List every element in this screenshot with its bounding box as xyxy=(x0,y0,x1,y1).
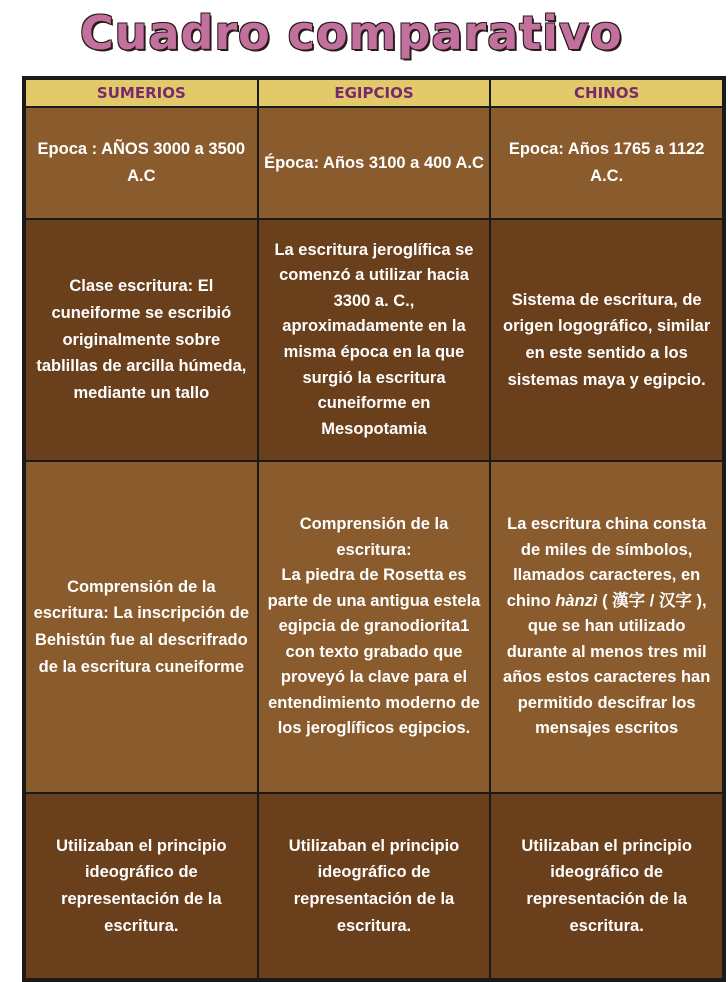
cell-sumerios-epoca: Epoca : AÑOS 3000 a 3500 A.C xyxy=(26,108,257,218)
chinos-hanzi-chars: ( 漢字 / 汉字 ), xyxy=(602,591,707,610)
cell-egipcios-epoca: Época: Años 3100 a 400 A.C xyxy=(259,108,490,218)
cell-sumerios-comprension: Comprensión de la escritura: La inscripción de Behistún fue al descrifrado de la escritura cuneiforme xyxy=(26,462,257,792)
cell-egipcios-escritura: La escritura jeroglífica se comenzó a utilizar hacia 3300 a. C., aproximadamente en la misma época en la que surgió la escritura cuneiforme en Mesopotamia xyxy=(259,220,490,460)
cell-chinos-epoca: Epoca: Años 1765 a 1122 A.C. xyxy=(491,108,722,218)
table-row xyxy=(26,108,722,218)
header-sumerios: SUMERIOS xyxy=(26,80,257,106)
comparison-grid xyxy=(24,78,724,980)
cell-chinos-comprension xyxy=(491,462,722,792)
cell-chinos-escritura: Sistema de escritura, de origen logográfico, similar en este sentido a los sistemas maya y egipcio. xyxy=(491,220,722,460)
header-row xyxy=(26,80,722,106)
cell-egipcios-comprension xyxy=(259,462,490,792)
cell-chinos-principio: Utilizaban el principio ideográfico de representación de la escritura. xyxy=(491,794,722,978)
comparison-table xyxy=(22,76,726,982)
egipcios-comprension-text: La piedra de Rosetta es parte de una antigua estela egipcia de granodiorita1 con texto grabado que proveyó la clave para el entendimiento moderno de los jeroglíficos egipcios. xyxy=(267,566,481,738)
table-row xyxy=(26,220,722,460)
page-title: Cuadro comparativo xyxy=(80,6,623,60)
chinos-comprension-text-b: que se han utilizado durante al menos tres mil años estos caracteres han permitido descifrar los mensajes escritos xyxy=(503,617,711,738)
egipcios-comprension-heading: Comprensión de la escritura: xyxy=(299,514,449,559)
header-egipcios: EGIPCIOS xyxy=(259,80,490,106)
chinos-hanzi-word: hànzì xyxy=(555,591,598,610)
table-row xyxy=(26,794,722,978)
chinos-comprension-text-a: La escritura china consta de miles de símbolos, llamados caracteres, en chino xyxy=(506,514,707,610)
cell-sumerios-principio: Utilizaban el principio ideográfico de representación de la escritura. xyxy=(26,794,257,978)
table-row xyxy=(26,462,722,792)
cell-egipcios-principio: Utilizaban el principio ideográfico de representación de la escritura. xyxy=(259,794,490,978)
header-chinos: CHINOS xyxy=(491,80,722,106)
cell-sumerios-escritura: Clase escritura: El cuneiforme se escribió originalmente sobre tablillas de arcilla húmeda, mediante un tallo xyxy=(26,220,257,460)
